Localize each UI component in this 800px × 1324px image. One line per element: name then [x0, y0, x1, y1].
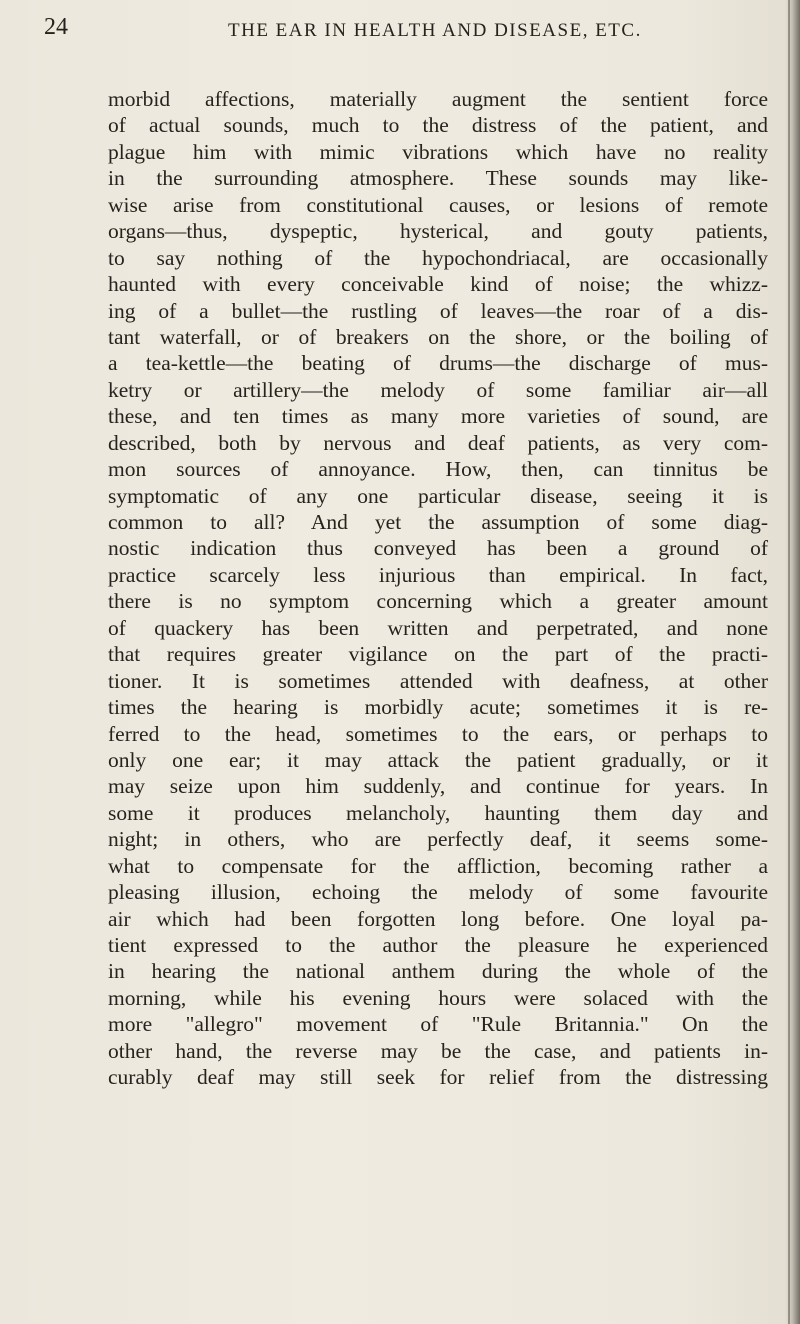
page-number: 24: [44, 14, 68, 40]
text-line: only one ear; it may attack the patient gradually, or it: [108, 747, 768, 772]
text-line: mon sources of annoyance. How, then, can tinnitus be: [108, 457, 768, 482]
text-line: some it produces melancholy, haunting them day and: [108, 800, 768, 825]
text-line: of actual sounds, much to the distress of the patient, and: [108, 113, 768, 138]
text-line: wise arise from constitutional causes, or lesions of remote: [108, 192, 768, 217]
running-head: THE EAR IN HEALTH AND DISEASE, ETC.: [228, 20, 642, 41]
text-line: ketry or artillery—the melody of some familiar air—all: [108, 377, 768, 402]
text-line: ferred to the head, sometimes to the ears, or perhaps to: [108, 721, 768, 746]
text-line: what to compensate for the affliction, becoming rather a: [108, 853, 768, 878]
text-line: curably deaf may still seek for relief from the distressing: [108, 1065, 768, 1090]
text-line: plague him with mimic vibrations which have no reality: [108, 139, 768, 164]
text-line: practice scarcely less injurious than empirical. In fact,: [108, 562, 768, 587]
text-line: tient expressed to the author the pleasure he experienced: [108, 933, 768, 957]
text-line: may seize upon him suddenly, and continue for years. In: [108, 774, 768, 799]
text-line: in hearing the national anthem during the whole of the: [108, 959, 768, 984]
text-line: described, both by nervous and deaf patients, as very com-: [108, 430, 768, 455]
text-line: symptomatic of any one particular disease, seeing it is: [108, 483, 768, 508]
text-line: haunted with every conceivable kind of noise; the whizz-: [108, 272, 768, 297]
text-line: nostic indication thus conveyed has been a ground of: [108, 536, 768, 561]
text-line: tant waterfall, or of breakers on the shore, or the boiling of: [108, 324, 768, 349]
text-line: there is no symptom concerning which a greater amount: [108, 589, 768, 614]
text-line: more "allegro" movement of "Rule Britannia." On the: [108, 1012, 768, 1037]
text-line: tioner. It is sometimes attended with deafness, at other: [108, 668, 768, 693]
text-line: these, and ten times as many more varieties of sound, are: [108, 404, 768, 429]
text-line: to say nothing of the hypochondriacal, are occasionally: [108, 245, 768, 270]
text-line: that requires greater vigilance on the part of the practi-: [108, 642, 768, 667]
text-line: morbid affections, materially augment the sentient force: [108, 87, 768, 111]
text-line: of quackery has been written and perpetrated, and none: [108, 615, 768, 640]
text-line: times the hearing is morbidly acute; sometimes it is re-: [108, 695, 768, 720]
text-line: a tea-kettle—the beating of drums—the discharge of mus-: [108, 351, 768, 376]
text-line: night; in others, who are perfectly deaf, it seems some-: [108, 827, 768, 852]
text-line: pleasing illusion, echoing the melody of some favourite: [108, 880, 768, 905]
text-line: in the surrounding atmosphere. These sounds may like-: [108, 166, 768, 191]
text-line: air which had been forgotten long before. One loyal pa-: [108, 906, 768, 931]
text-line: ing of a bullet—the rustling of leaves—the roar of a dis-: [108, 298, 768, 323]
text-line: organs—thus, dyspeptic, hysterical, and gouty patients,: [108, 219, 768, 244]
text-line: morning, while his evening hours were solaced with the: [108, 985, 768, 1010]
text-line: other hand, the reverse may be the case, and patients in-: [108, 1038, 768, 1063]
body-text: [108, 86, 768, 1091]
text-line: common to all? And yet the assumption of some diag-: [108, 510, 768, 534]
binding-edge: [786, 0, 800, 1324]
